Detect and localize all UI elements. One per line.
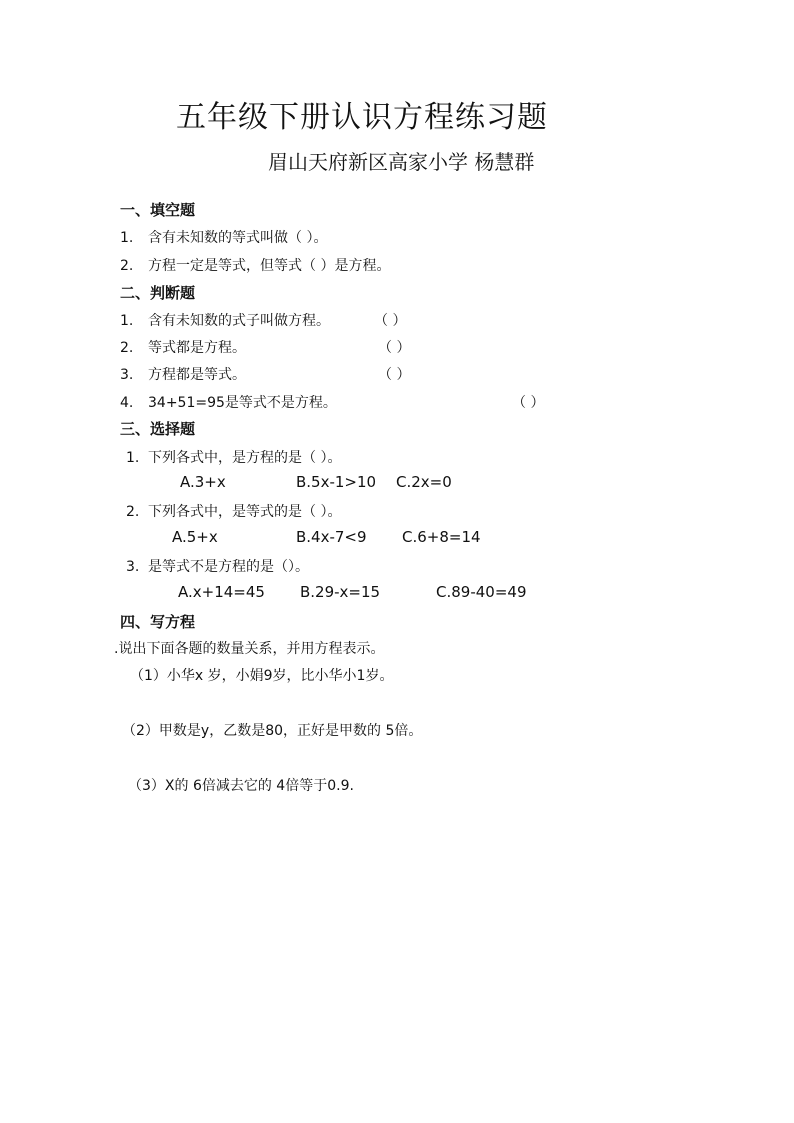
choice-2-option-c: C.6+8=14 bbox=[402, 528, 481, 546]
choice-question-1 bbox=[126, 447, 341, 467]
question-text: 下列各式中，是等式的是（ ）。 bbox=[148, 504, 342, 520]
page-title: 五年级下册认识方程练习题 bbox=[176, 100, 548, 135]
question-text: 等式都是方程。 bbox=[148, 340, 246, 356]
question-number: 1. bbox=[120, 230, 134, 246]
choice-3-option-b: B.29-x=15 bbox=[300, 583, 381, 601]
choice-3-option-c: C.89-40=49 bbox=[436, 583, 527, 601]
choice-2-option-b: B.4x-7<9 bbox=[296, 528, 367, 546]
question-number: 2. bbox=[126, 504, 140, 520]
write-intro: .说出下面各题的数量关系，并用方程表示。 bbox=[114, 641, 385, 657]
question-text: 是等式不是方程的是（）。 bbox=[148, 559, 309, 575]
judge-question-2 bbox=[120, 337, 246, 357]
question-text: 方程一定是等式，但等式（ ）是方程。 bbox=[148, 258, 391, 274]
write-question-1: （1）小华x 岁，小娟9岁，比小华小1岁。 bbox=[130, 668, 394, 684]
judge-answer-paren-2: （ ） bbox=[378, 340, 411, 356]
section-choice-heading: 三、选择题 bbox=[120, 420, 196, 438]
section-judge-heading: 二、判断题 bbox=[120, 284, 196, 302]
fill-question-2 bbox=[120, 255, 390, 275]
question-number: 3. bbox=[120, 367, 134, 383]
judge-question-1 bbox=[120, 310, 330, 330]
question-text: 下列各式中，是方程的是（ ）。 bbox=[148, 450, 342, 466]
question-number: 2. bbox=[120, 340, 134, 356]
question-number: 1. bbox=[126, 450, 140, 466]
choice-2-option-a: A.5+x bbox=[172, 528, 218, 546]
choice-1-option-c: C.2x=0 bbox=[396, 473, 452, 491]
write-question-3: （3）X的 6倍减去它的 4倍等于0.9. bbox=[128, 778, 354, 794]
write-question-2: （2）甲数是y，乙数是80，正好是甲数的 5倍。 bbox=[122, 723, 423, 739]
choice-1-option-b: B.5x-1>10 bbox=[296, 473, 377, 491]
choice-question-2 bbox=[126, 501, 341, 521]
question-number: 1. bbox=[120, 313, 134, 329]
judge-answer-paren-3: （ ） bbox=[378, 367, 411, 383]
choice-question-3 bbox=[126, 556, 309, 576]
author-line: 眉山天府新区高家小学 杨慧群 bbox=[268, 150, 535, 174]
question-text: 34+51=95是等式不是方程。 bbox=[148, 395, 337, 411]
choice-3-option-a: A.x+14=45 bbox=[178, 583, 265, 601]
question-text: 含有未知数的式子叫做方程。 bbox=[148, 313, 330, 329]
fill-question-1 bbox=[120, 227, 327, 247]
judge-question-3 bbox=[120, 364, 246, 384]
judge-question-4 bbox=[120, 392, 337, 412]
question-number: 3. bbox=[126, 559, 140, 575]
section-fill-heading: 一、填空题 bbox=[120, 201, 196, 219]
question-number: 4. bbox=[120, 395, 134, 411]
question-text: 含有未知数的等式叫做（ ）。 bbox=[148, 230, 328, 246]
question-number: 2. bbox=[120, 258, 134, 274]
judge-answer-paren-1: （ ） bbox=[374, 313, 407, 329]
question-text: 方程都是等式。 bbox=[148, 367, 246, 383]
section-write-heading: 四、写方程 bbox=[120, 613, 196, 631]
judge-answer-paren-4: （ ） bbox=[512, 395, 545, 411]
choice-1-option-a: A.3+x bbox=[180, 473, 226, 491]
